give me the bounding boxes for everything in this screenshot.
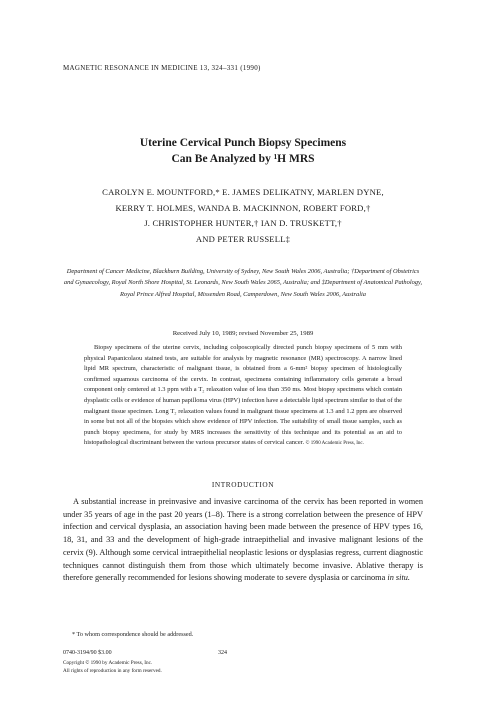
- author-line: CAROLYN E. MOUNTFORD,* E. JAMES DELIKATNY, MARLEN DYNE,: [102, 187, 384, 197]
- abstract-text: Biopsy specimens of the uterine cervix, including colposcopically directed punch biopsy specimens of 5 mm with physical Papanicolaou stained tests, are suitable for analysis by magnetic resonance (MR) spectroscopy. A narrow lined lipid MR spectrum, characteristic of malignant tissue, is obtained from a 6-mm² biopsy specimen of histologically confirmed squamous carcinoma of the cervix. In contrast, specimens containing inflammatory cells generate a broad component only centered at 1.3 ppm with a T₂ relaxation value of less than 350 ms. Most biopsy specimens which contain dysplastic cells or evidence of human papilloma virus (HPV) infection have a detectable lipid spectrum similar to that of the malignant tissue specimen. Long T₂ relaxation values found in malignant tissue specimens at 1.3 and 1.2 ppm are observed in some but not all of the biopsies which show evidence of HPV infection. The suitability of small tissue samples, such as punch biopsy specimens, for study by MRS increases the sensitivity of this technique and its potential as an aid to histopathological discriminant between the various precursor states of cervical cancer.: [84, 344, 402, 447]
- copyright-line: All rights of reproduction in any form reserved.: [63, 667, 162, 674]
- section-heading-introduction: INTRODUCTION: [211, 480, 275, 489]
- author-line: AND PETER RUSSELL‡: [195, 233, 291, 244]
- author-line: J. CHRISTOPHER HUNTER,† IAN D. TRUSKETT,†: [144, 218, 342, 228]
- article-title-line-2: Can Be Analyzed by ¹H MRS: [171, 153, 315, 165]
- author-list: [40, 185, 446, 247]
- page-number: 324: [218, 650, 227, 656]
- received-date: Received July 10, 1989; revised November 25, 1989: [172, 330, 314, 337]
- affiliations: Department of Cancer Medicine, Blackburn Building, University of Sydney, New South Wales 2006, Australia; †Department of Obstetrics and Gynaecology, Royal North Shore Hospital, St. Leonards, New South Wales 2065, Australia; and ‡Department of Anatomical Pathology, Royal Prince Alfred Hospital, Missenden Road, Camperdown, New South Wales 2006, Australia: [63, 268, 423, 298]
- abstract-copyright: © 1990 Academic Press, Inc.: [305, 441, 364, 447]
- copyright-line: Copyright © 1990 by Academic Press, Inc.: [63, 660, 153, 666]
- article-title-line-1: Uterine Cervical Punch Biopsy Specimens: [139, 137, 347, 149]
- introduction-paragraph: [63, 496, 423, 585]
- copyright-notice: [63, 660, 162, 675]
- introduction-emphasis: in situ.: [387, 573, 410, 583]
- journal-header: MAGNETIC RESONANCE IN MEDICINE 13, 324–331 (1990): [63, 64, 261, 72]
- introduction-text: A substantial increase in preinvasive and invasive carcinoma of the cervix has been reported in women under 35 years of age in the past 20 years (1–8). There is a strong correlation between the presence of HPV infection and cervical dysplasia, an association having been made between the presence of HPV types 16, 18, 31, and 33 and the development of high-grade intraepithelial and invasive malignant lesions of the cervix (9). Although some cervical intraepithelial neoplastic lesions or dysplasias regress, current diagnostic techniques cannot distinguish them from those which ultimately become invasive. Ablative therapy is therefore generally recommended for lesions showing moderate to severe dysplasia or carcinoma: [63, 497, 423, 583]
- footnote: * To whom correspondence should be addressed.: [72, 631, 194, 638]
- abstract: [84, 343, 402, 450]
- issn-code: 0740-3194/90 $3.00: [63, 650, 112, 656]
- author-line: KERRY T. HOLMES, WANDA B. MACKINNON, ROBERT FORD,†: [115, 202, 371, 213]
